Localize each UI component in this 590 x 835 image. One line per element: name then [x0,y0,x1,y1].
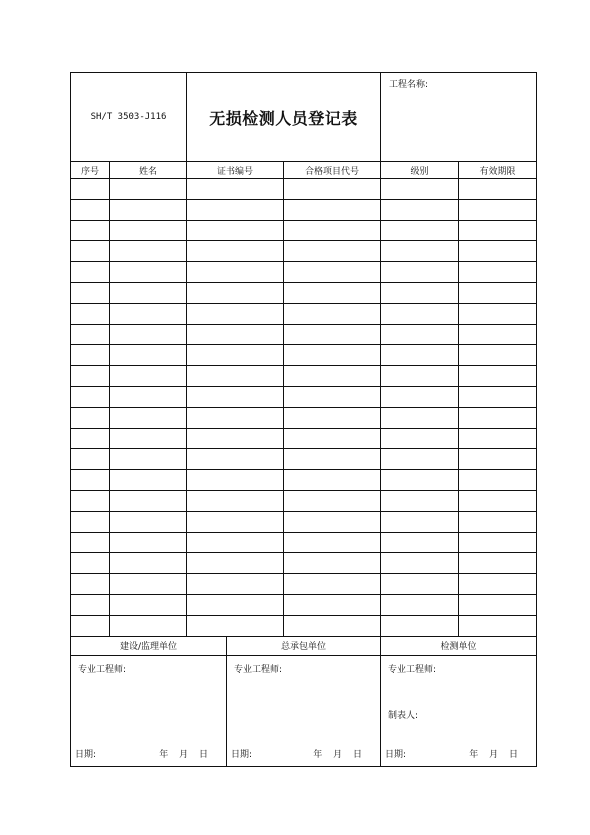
table-cell[interactable] [187,449,284,470]
table-row [71,324,537,345]
table-cell[interactable] [187,428,284,449]
table-cell[interactable] [284,470,381,491]
table-cell[interactable] [459,615,537,636]
table-row [71,220,537,241]
table-cell[interactable] [71,615,110,636]
table-cell[interactable] [110,449,187,470]
table-cell[interactable] [381,366,459,387]
table-cell[interactable] [187,407,284,428]
table-cell[interactable] [71,407,110,428]
table-cell[interactable] [110,220,187,241]
date-ymd: 年 月 日 [469,749,518,760]
table-row [71,470,537,491]
table-cell[interactable] [459,345,537,366]
personnel-table [70,161,537,637]
table-cell[interactable] [71,470,110,491]
table-cell[interactable] [71,594,110,615]
table-cell[interactable] [187,553,284,574]
table-cell[interactable] [110,324,187,345]
table-cell[interactable] [381,345,459,366]
table-cell[interactable] [284,324,381,345]
table-cell[interactable] [381,511,459,532]
table-cell[interactable] [459,594,537,615]
table-cell[interactable] [284,345,381,366]
table-row [71,366,537,387]
table-cell[interactable] [381,324,459,345]
table-cell[interactable] [110,615,187,636]
table-cell[interactable] [284,179,381,200]
table-cell[interactable] [459,553,537,574]
table-cell[interactable] [459,324,537,345]
registration-form [70,72,536,760]
table-cell[interactable] [459,386,537,407]
table-row [71,262,537,283]
table-cell[interactable] [381,490,459,511]
table-row [71,594,537,615]
table-cell[interactable] [381,199,459,220]
table-cell[interactable] [381,553,459,574]
table-cell[interactable] [110,386,187,407]
table-cell[interactable] [459,199,537,220]
table-row [71,282,537,303]
table-cell[interactable] [110,574,187,595]
table-cell[interactable] [187,470,284,491]
table-cell[interactable] [459,262,537,283]
table-cell[interactable] [71,262,110,283]
table-cell[interactable] [110,532,187,553]
project-name-label: 工程名称: [389,80,429,90]
table-cell[interactable] [110,262,187,283]
table-cell[interactable] [381,594,459,615]
table-cell[interactable] [459,470,537,491]
table-cell[interactable] [284,262,381,283]
table-cell[interactable] [71,553,110,574]
table-cell[interactable] [71,345,110,366]
table-cell[interactable] [110,407,187,428]
table-cell[interactable] [187,574,284,595]
table-cell[interactable] [110,303,187,324]
table-cell[interactable] [381,449,459,470]
table-cell[interactable] [381,386,459,407]
table-cell[interactable] [381,407,459,428]
date-label: 日期: [75,749,97,760]
col-header-cert-no: 证书编号 [187,162,284,179]
table-cell[interactable] [459,282,537,303]
table-cell[interactable] [187,532,284,553]
table-cell[interactable] [459,449,537,470]
sig-block-contractor[interactable] [227,655,381,766]
table-cell[interactable] [284,553,381,574]
table-row [71,303,537,324]
table-cell[interactable] [71,490,110,511]
table-cell[interactable] [381,574,459,595]
sig-heading-owner: 建设/监理单位 [71,636,227,655]
table-cell[interactable] [71,386,110,407]
table-cell[interactable] [459,179,537,200]
table-cell[interactable] [187,199,284,220]
col-header-level: 级别 [381,162,459,179]
table-cell[interactable] [110,511,187,532]
table-cell[interactable] [187,615,284,636]
table-row [71,428,537,449]
table-cell[interactable] [110,282,187,303]
table-cell[interactable] [284,615,381,636]
table-cell[interactable] [71,449,110,470]
table-cell[interactable] [459,407,537,428]
table-cell[interactable] [187,490,284,511]
maker-label: 制表人: [388,710,419,721]
table-row [71,407,537,428]
table-cell[interactable] [381,615,459,636]
table-cell[interactable] [187,303,284,324]
table-cell[interactable] [284,428,381,449]
table-cell[interactable] [187,220,284,241]
table-cell[interactable] [187,511,284,532]
table-cell[interactable] [284,366,381,387]
table-row [71,345,537,366]
table-row [71,179,537,200]
table-cell[interactable] [459,574,537,595]
col-header-serial: 序号 [71,162,110,179]
table-cell[interactable] [284,199,381,220]
table-cell[interactable] [284,220,381,241]
table-cell[interactable] [71,241,110,262]
signature-table [70,636,537,767]
table-cell[interactable] [110,470,187,491]
table-cell[interactable] [110,553,187,574]
table-cell[interactable] [284,449,381,470]
table-row [71,199,537,220]
table-cell[interactable] [71,574,110,595]
table-cell[interactable] [284,241,381,262]
header-table [70,72,537,162]
table-row [71,386,537,407]
table-cell[interactable] [71,199,110,220]
table-cell[interactable] [459,303,537,324]
table-cell[interactable] [284,386,381,407]
table-cell[interactable] [381,282,459,303]
table-cell[interactable] [284,594,381,615]
table-cell[interactable] [187,282,284,303]
sig-heading-inspection: 检测单位 [381,636,537,655]
date-ymd: 年 月 日 [159,749,208,760]
engineer-label: 专业工程师: [388,664,437,675]
table-cell[interactable] [71,324,110,345]
table-cell[interactable] [110,345,187,366]
col-header-validity: 有效期限 [459,162,537,179]
sig-heading-contractor: 总承包单位 [227,636,381,655]
table-cell[interactable] [381,428,459,449]
table-row [71,553,537,574]
engineer-label: 专业工程师: [78,664,127,675]
table-row [71,615,537,636]
table-cell[interactable] [71,366,110,387]
table-cell[interactable] [284,303,381,324]
table-cell[interactable] [459,532,537,553]
table-cell[interactable] [110,199,187,220]
table-row [71,490,537,511]
table-row [71,574,537,595]
sig-block-inspection[interactable] [381,655,537,766]
table-cell[interactable] [187,241,284,262]
table-cell[interactable] [187,366,284,387]
table-cell[interactable] [381,532,459,553]
table-cell[interactable] [381,262,459,283]
table-cell[interactable] [187,386,284,407]
table-cell[interactable] [284,490,381,511]
table-cell[interactable] [187,594,284,615]
table-cell[interactable] [381,470,459,491]
table-cell[interactable] [71,179,110,200]
date-label: 日期: [231,749,253,760]
table-cell[interactable] [459,511,537,532]
col-header-qualified-item: 合格项目代号 [284,162,381,179]
table-cell[interactable] [284,532,381,553]
table-cell[interactable] [187,179,284,200]
table-cell[interactable] [187,262,284,283]
table-cell[interactable] [284,282,381,303]
form-code: SH/T 3503-J116 [71,73,187,162]
table-row [71,449,537,470]
table-cell[interactable] [110,490,187,511]
date-ymd: 年 月 日 [313,749,362,760]
table-cell[interactable] [71,282,110,303]
engineer-label: 专业工程师: [234,664,283,675]
table-cell[interactable] [110,179,187,200]
table-cell[interactable] [381,241,459,262]
table-cell[interactable] [381,179,459,200]
col-header-name: 姓名 [110,162,187,179]
table-cell[interactable] [284,511,381,532]
table-cell[interactable] [110,241,187,262]
sig-block-owner[interactable] [71,655,227,766]
table-cell[interactable] [459,241,537,262]
table-cell[interactable] [459,366,537,387]
table-row [71,532,537,553]
table-cell[interactable] [110,366,187,387]
date-label: 日期: [385,749,407,760]
table-cell[interactable] [187,345,284,366]
table-cell[interactable] [459,428,537,449]
table-cell[interactable] [71,532,110,553]
table-cell[interactable] [381,220,459,241]
table-cell[interactable] [284,407,381,428]
table-row [71,241,537,262]
table-cell[interactable] [71,428,110,449]
project-name-field[interactable] [381,73,537,162]
form-title: 无损检测人员登记表 [187,73,381,162]
table-cell[interactable] [71,303,110,324]
table-cell[interactable] [187,324,284,345]
column-header-row [71,162,537,179]
table-cell[interactable] [284,574,381,595]
table-cell[interactable] [381,303,459,324]
table-cell[interactable] [110,428,187,449]
table-cell[interactable] [110,594,187,615]
table-cell[interactable] [71,220,110,241]
table-cell[interactable] [71,511,110,532]
table-cell[interactable] [459,220,537,241]
table-row [71,511,537,532]
table-cell[interactable] [459,490,537,511]
